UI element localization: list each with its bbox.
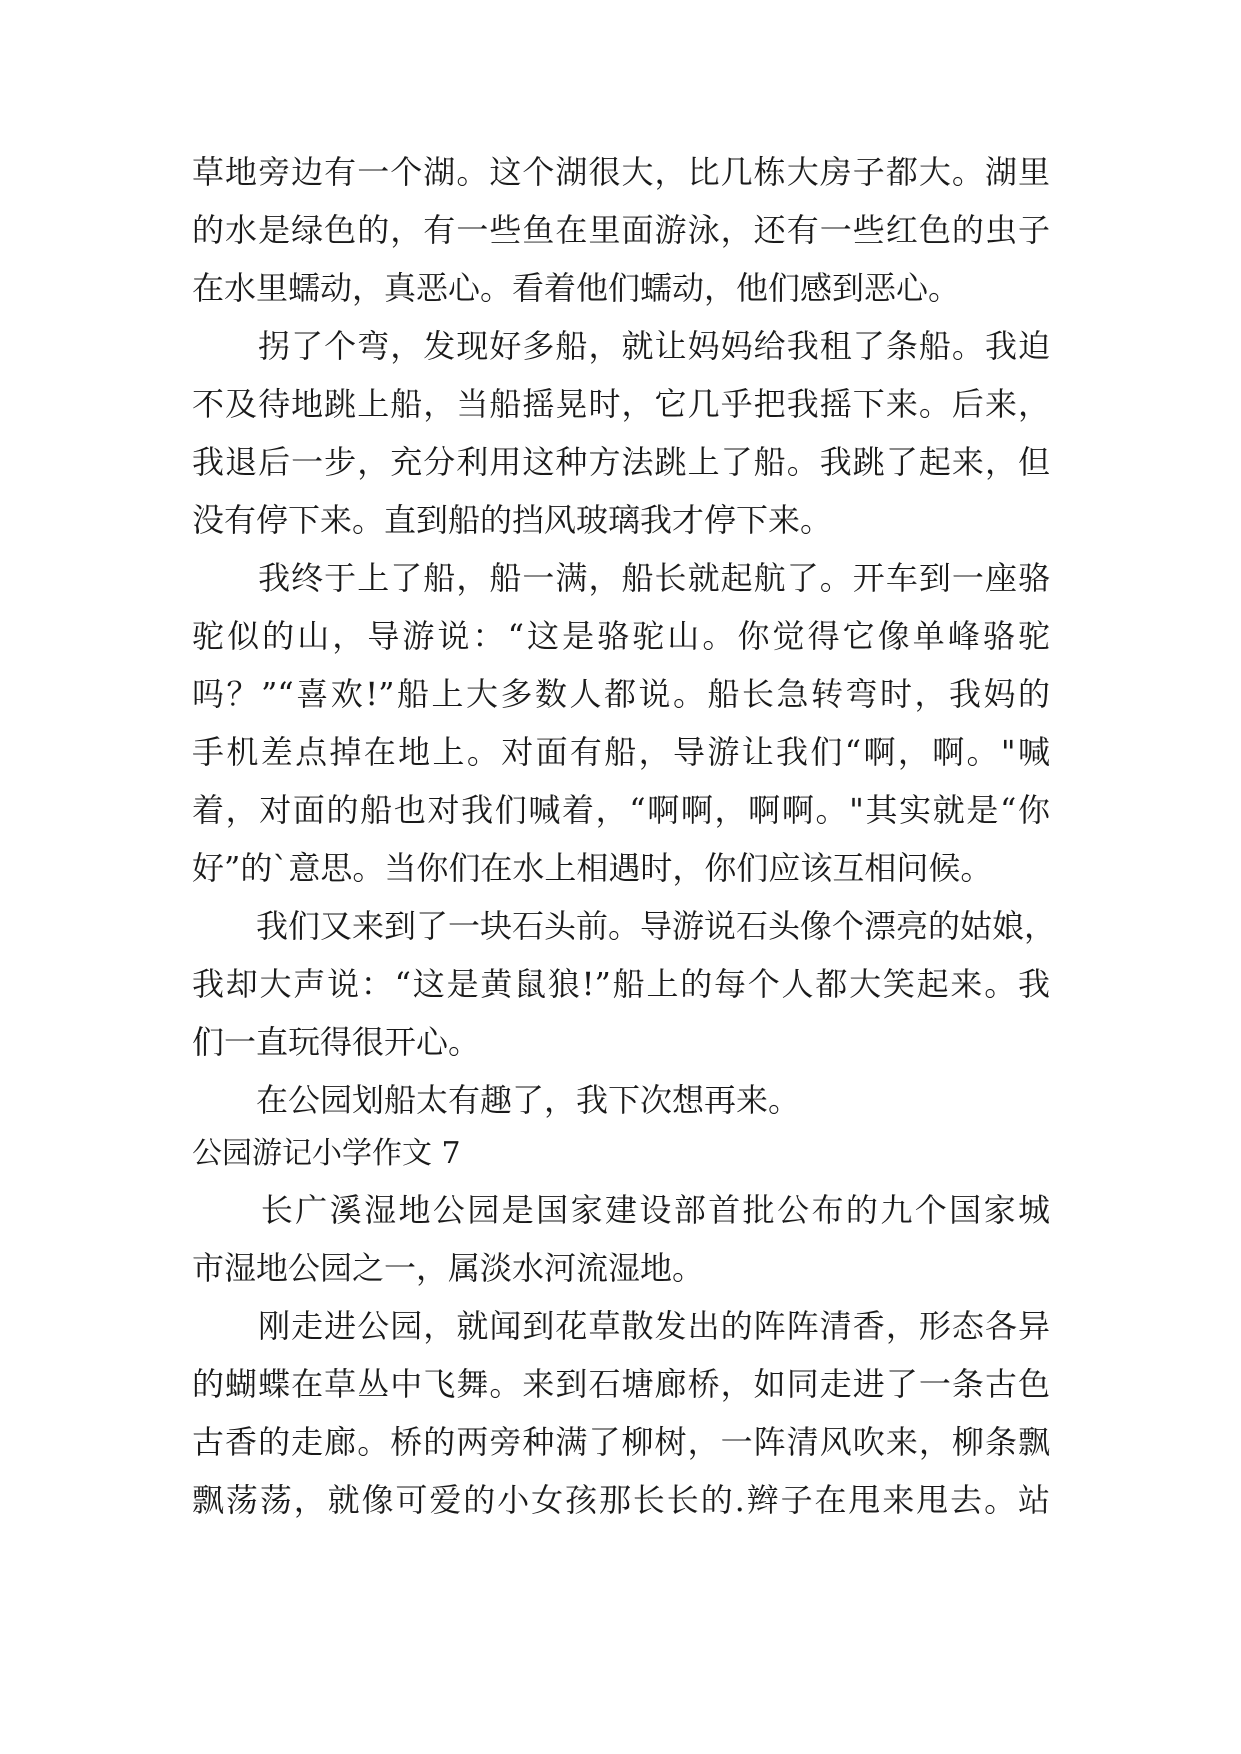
text-line: 好”的`意思。当你们在水上相遇时，你们应该互相问候。 (192, 849, 993, 887)
text-line: 在公园划船太有趣了，我下次想再来。 (192, 1081, 801, 1119)
text-line: 们一直玩得很开心。 (192, 1023, 481, 1061)
text-line: 吗？”“喜欢!”船上大多数人都说。船长急转弯时，我妈的 (192, 675, 1050, 713)
text-line: 我们又来到了一块石头前。导游说石头像个漂亮的姑娘， (192, 907, 1057, 945)
text-line: 没有停下来。直到船的挡风玻璃我才停下来。 (192, 501, 833, 539)
text-line: 手机差点掉在地上。对面有船，导游让我们“啊，啊。"喊 (192, 733, 1050, 771)
text-line: 驼似的山，导游说：“这是骆驼山。你觉得它像单峰骆驼 (192, 617, 1050, 655)
text-line: 的蝴蝶在草丛中飞舞。来到石塘廊桥，如同走进了一条古色 (192, 1365, 1050, 1403)
text-line: 刚走进公园，就闻到花草散发出的阵阵清香，形态各异 (192, 1307, 1050, 1345)
text-line: 我终于上了船，船一满，船长就起航了。开车到一座骆 (192, 559, 1050, 597)
text-line: 草地旁边有一个湖。这个湖很大，比几栋大房子都大。湖里 (192, 153, 1050, 191)
text-line: 的水是绿色的，有一些鱼在里面游泳，还有一些红色的虫子 (192, 211, 1050, 249)
section-heading: 公园游记小学作文 7 (192, 1136, 461, 1171)
text-line: 飘荡荡，就像可爱的小女孩那长长的.辫子在甩来甩去。站 (192, 1481, 1050, 1519)
text-line: 我却大声说：“这是黄鼠狼!”船上的每个人都大笑起来。我 (192, 965, 1050, 1003)
text-line: 不及待地跳上船，当船摇晃时，它几乎把我摇下来。后来， (192, 385, 1050, 423)
text-line: 古香的走廊。桥的两旁种满了柳树，一阵清风吹来，柳条飘 (192, 1423, 1050, 1461)
text-line: 长广溪湿地公园是国家建设部首批公布的九个国家城 (192, 1191, 1050, 1229)
text-line: 我退后一步，充分利用这种方法跳上了船。我跳了起来，但 (192, 443, 1050, 481)
text-line: 市湿地公园之一，属淡水河流湿地。 (192, 1249, 705, 1287)
text-line: 拐了个弯，发现好多船，就让妈妈给我租了条船。我迫 (192, 327, 1050, 365)
text-line: 着，对面的船也对我们喊着，“啊啊，啊啊。"其实就是“你 (192, 791, 1050, 829)
text-line: 在水里蠕动，真恶心。看着他们蠕动，他们感到恶心。 (192, 269, 961, 307)
